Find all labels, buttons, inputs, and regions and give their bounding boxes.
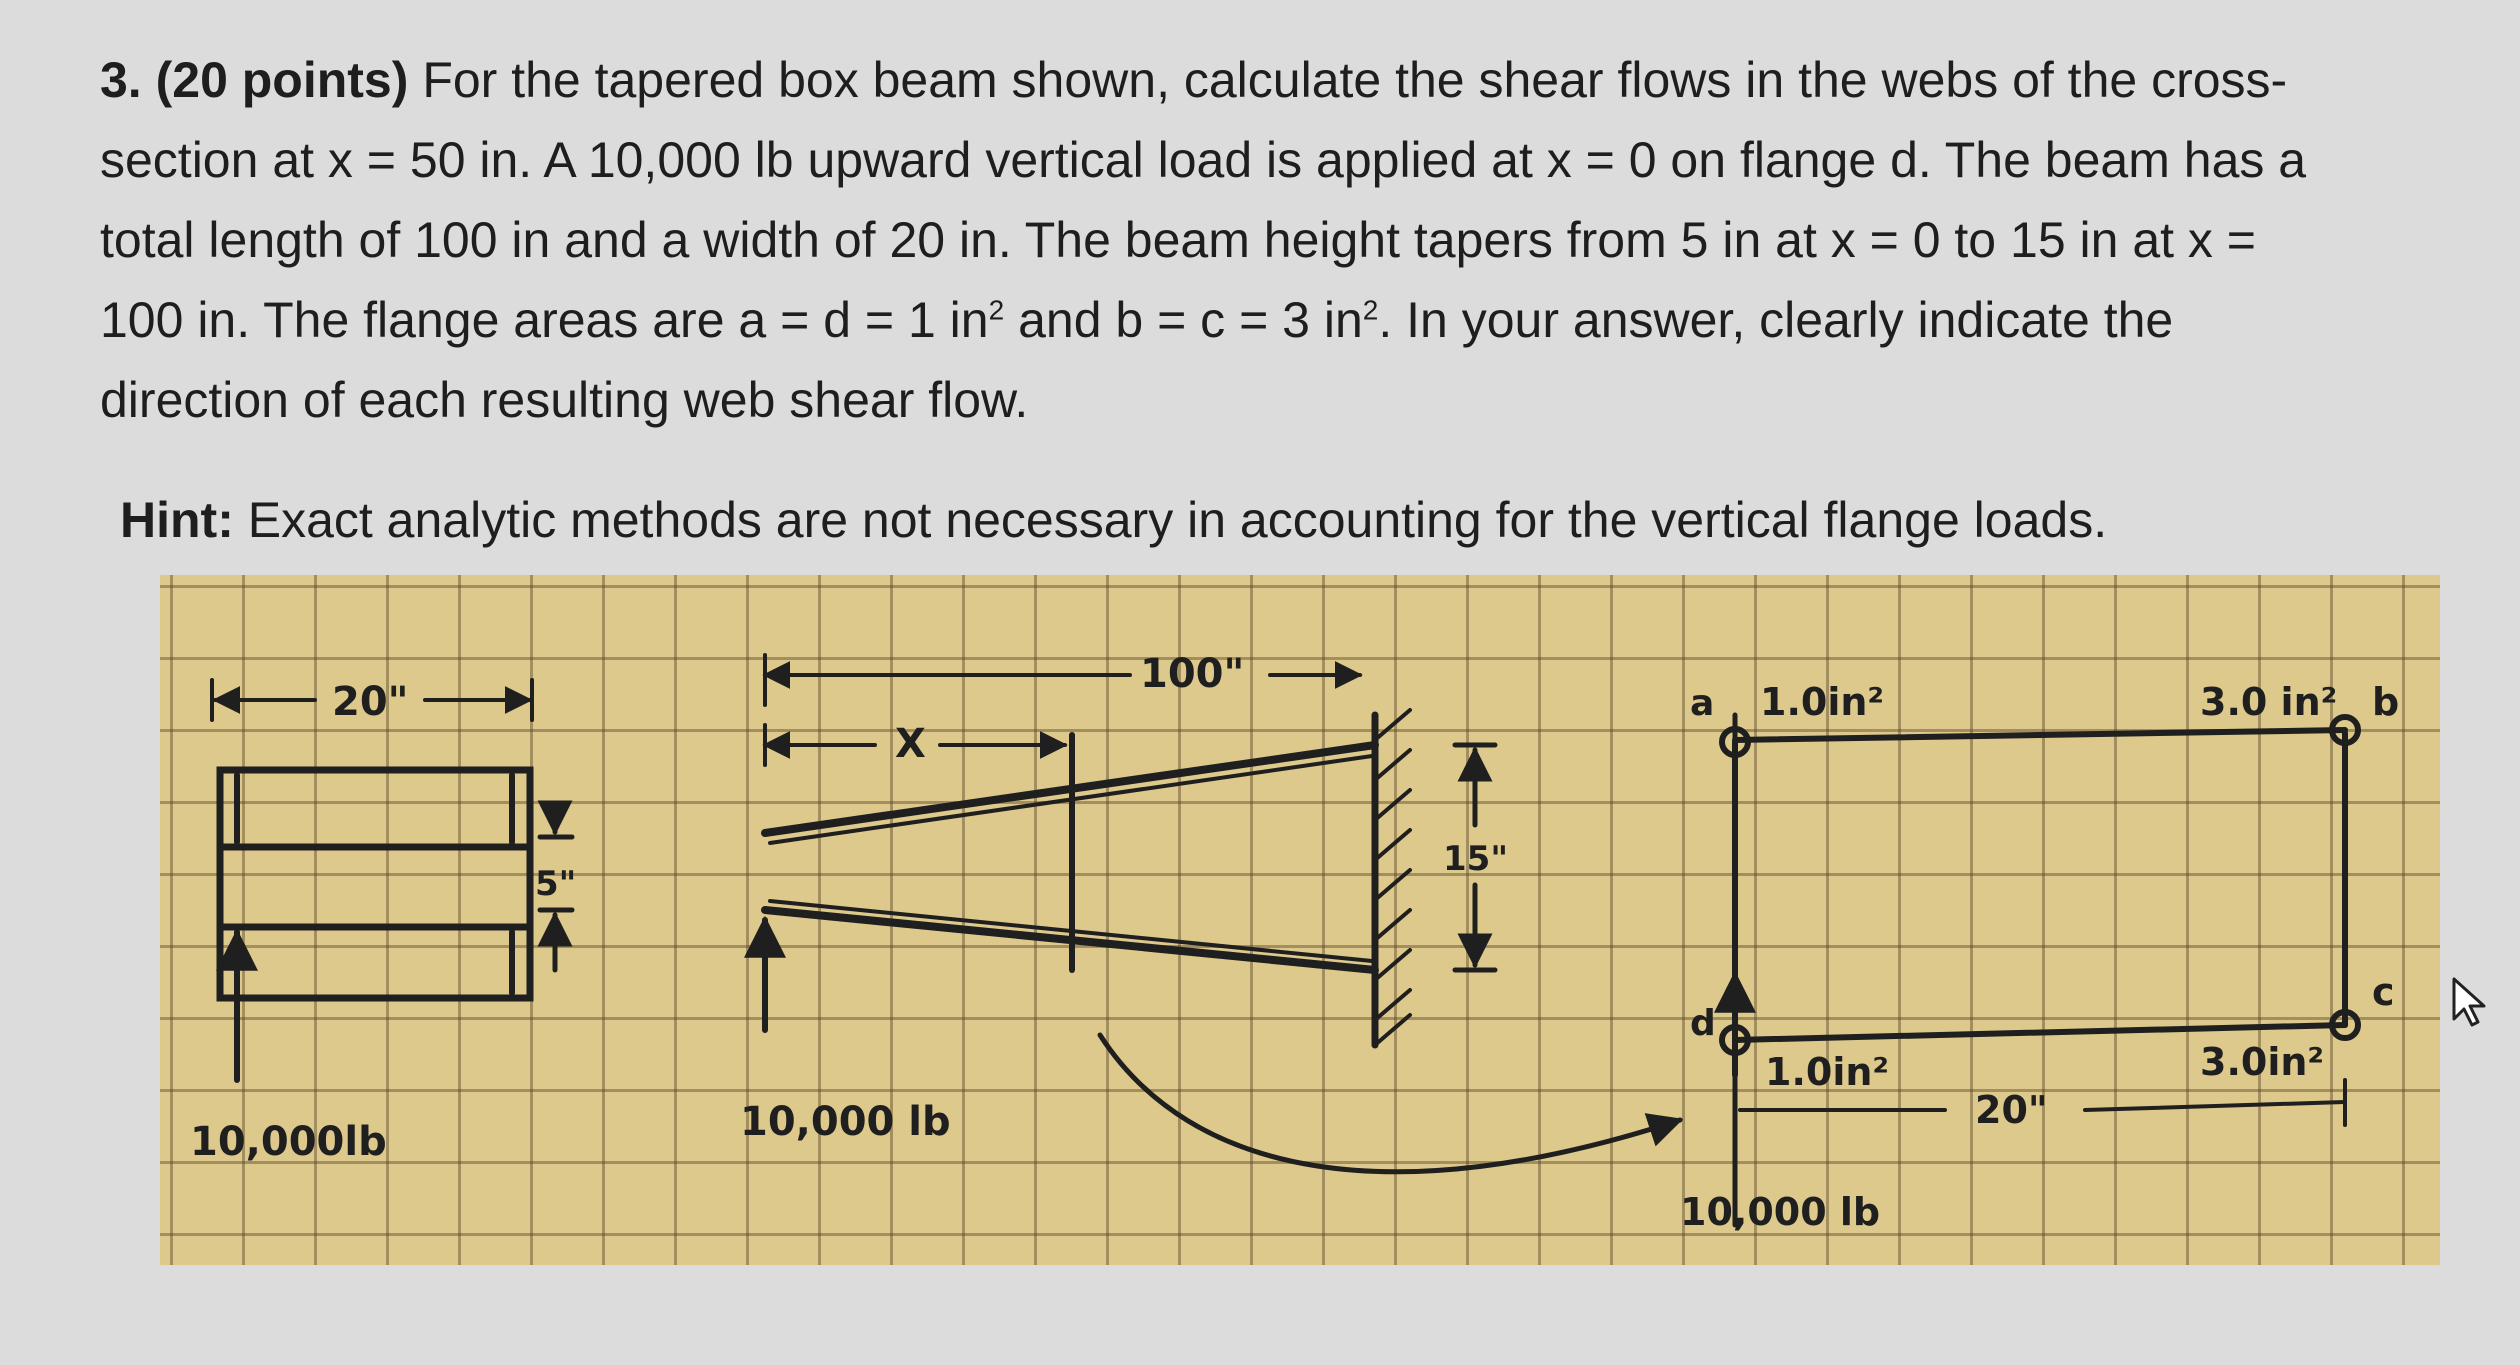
side-view: [540, 655, 1680, 1172]
section-top-web: [1735, 730, 2345, 740]
problem-line-4-b: and b = c = 3 in: [1004, 292, 1363, 348]
superscript-2-b: 2: [1362, 294, 1379, 326]
beam-figure: [160, 575, 2440, 1265]
flange-a-area-label: 1.0in²: [1760, 680, 1885, 724]
x-label: X: [895, 721, 926, 767]
flange-b-label: b: [2372, 680, 2400, 724]
section-width-label: 20": [1975, 1088, 2048, 1132]
side-view-load-label: 10,000 lb: [740, 1099, 951, 1145]
section-load-label: 10,000 lb: [1680, 1190, 1881, 1234]
section-width-dim-right: [2085, 1102, 2345, 1110]
problem-line-4-c: . In your answer, clearly indicate the: [1378, 292, 2174, 348]
flange-c-area-label: 3.0in²: [2200, 1040, 2325, 1084]
top-view-box: [220, 770, 530, 998]
hint-label: Hint:: [120, 492, 234, 548]
beam-sketch: [160, 575, 2440, 1265]
problem-line-1-text: For the tapered box beam shown, calculate the shear flows in the webs of the cross-: [422, 52, 2288, 108]
top-view-load-label: 10,000lb: [190, 1119, 387, 1165]
top-view: [212, 680, 532, 1080]
cross-section: [1722, 715, 2358, 1225]
tip-height-label: 15": [1443, 839, 1509, 879]
top-view-width-label: 20": [332, 679, 409, 725]
section-bottom-web: [1735, 1025, 2345, 1040]
problem-points: (20 points): [155, 52, 409, 108]
problem-line-1: [100, 40, 2480, 120]
problem-line-2: section at x = 50 in. A 10,000 lb upward vertical load is applied at x = 0 on flange d. The beam has a: [100, 132, 2307, 188]
mouse-pointer-icon: [2450, 975, 2494, 1029]
problem-line-3: total length of 100 in and a width of 20 in. The beam height tapers from 5 in at x = 0 to 15 in at x =: [100, 212, 2257, 268]
hint: [120, 480, 2107, 560]
problem-line-4-a: 100 in. The flange areas are a = d = 1 in: [100, 292, 989, 348]
problem-statement: [100, 40, 2480, 440]
length-label: 100": [1140, 651, 1245, 697]
flange-d-area-label: 1.0in²: [1765, 1050, 1890, 1094]
hint-text: Exact analytic methods are not necessary in accounting for the vertical flange loads.: [233, 492, 2108, 548]
flange-b-area-label: 3.0 in²: [2200, 680, 2338, 724]
problem-line-5: direction of each resulting web shear flow.: [100, 372, 1029, 428]
flange-d-label: d: [1690, 1003, 1716, 1044]
problem-line-4: [100, 280, 2480, 360]
root-height-label: 5": [535, 864, 577, 904]
problem-number: 3.: [100, 52, 142, 108]
flange-c-label: c: [2372, 970, 2395, 1014]
superscript-2-a: 2: [988, 294, 1005, 326]
section-pointer-arrow: [1100, 1035, 1680, 1172]
flange-a-label: a: [1690, 683, 1715, 724]
wall-hatch: [1375, 710, 1410, 1045]
